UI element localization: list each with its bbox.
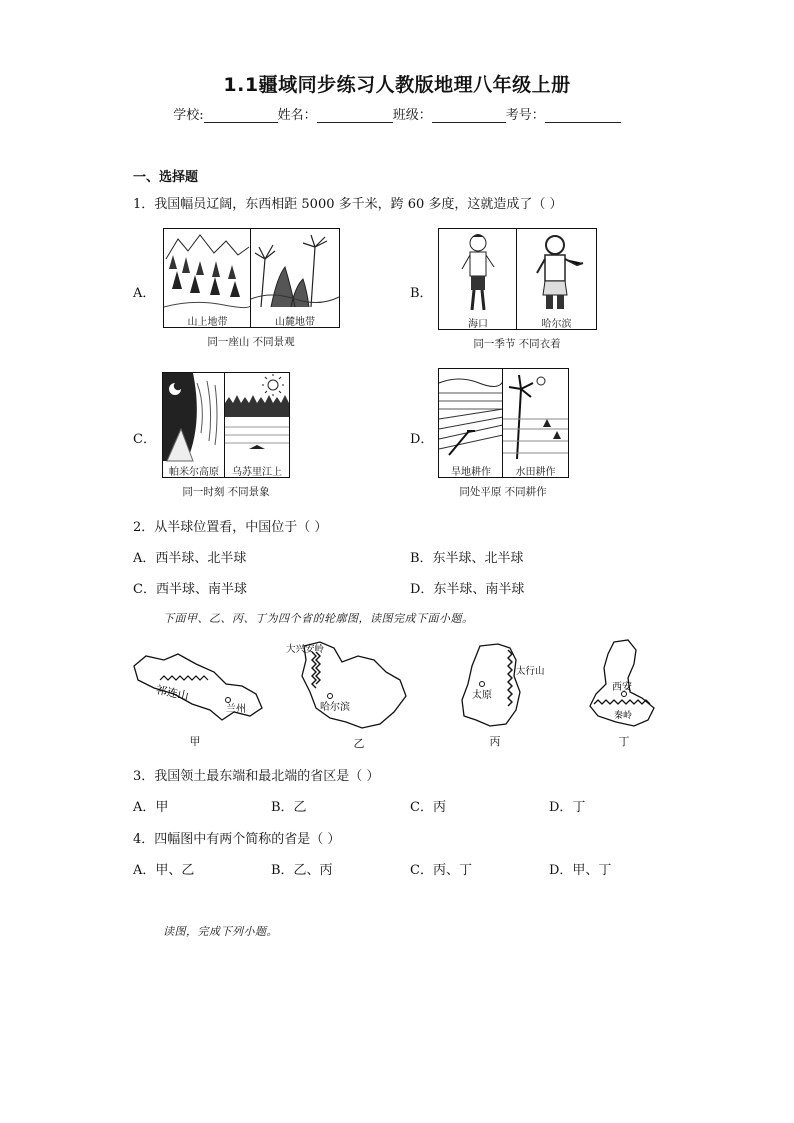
q4-option-b[interactable]: B．乙、丙 — [271, 863, 333, 878]
q2-option-a[interactable]: A．西半球、北半球 — [133, 551, 247, 566]
student-info-line — [0, 104, 794, 123]
map-ding-label: 丁 — [618, 735, 630, 748]
snowy-mountain-drawing — [164, 229, 251, 311]
school-label: 学校: — [173, 108, 204, 123]
q2-option-b[interactable]: B．东半球、北半球 — [410, 551, 524, 566]
shaanxi-outline-map — [584, 638, 660, 730]
paddy-farming-drawing — [503, 369, 568, 461]
q1-option-a-figure — [163, 228, 339, 328]
name-label: 姓名： — [277, 108, 317, 123]
harbin-label: 哈尔滨 — [541, 319, 572, 330]
haikou-label: 海口 — [468, 319, 488, 330]
pamir-label: 帕米尔高原 — [169, 467, 219, 478]
exam-no-label: 考号： — [505, 108, 545, 123]
tropical-forest-drawing — [251, 229, 339, 311]
exam-no-blank[interactable] — [545, 108, 621, 123]
q1-option-a-caption: 同一座山 不同景观 — [207, 336, 295, 348]
heilongjiang-outline-map — [282, 638, 410, 732]
map-bing — [454, 640, 545, 730]
qilian-mountain-text: 祁连山 — [154, 683, 190, 703]
class-blank[interactable] — [432, 108, 506, 123]
map-yi — [282, 638, 410, 732]
school-blank[interactable] — [204, 108, 278, 123]
xian-text: 西安 — [612, 682, 632, 693]
mountain-top-panel — [163, 228, 252, 328]
dryland-farming-drawing — [439, 369, 503, 461]
map-jia — [130, 640, 270, 730]
section-heading: 一、选择题 — [133, 170, 199, 185]
q1-option-d-figure — [438, 368, 568, 478]
q1-option-d-caption: 同处平原 不同耕作 — [459, 486, 547, 498]
gansu-outline-map — [130, 640, 270, 730]
night-plateau-drawing — [163, 373, 225, 461]
lanzhou-text: 兰州 — [226, 704, 246, 715]
q3-option-a[interactable]: A．甲 — [133, 800, 169, 815]
sunny-river-drawing — [225, 373, 289, 461]
map-ding — [584, 638, 660, 730]
q4-option-c[interactable]: C．丙、丁 — [410, 863, 472, 878]
mountain-foot-label: 山麓地带 — [275, 317, 315, 328]
q2-option-c[interactable]: C．西半球、南半球 — [133, 582, 247, 597]
qinling-text: 秦岭 — [614, 711, 633, 721]
map-bing-label: 丙 — [489, 735, 501, 748]
question-3: 3．我国领土最东端和最北端的省区是（ ） — [133, 769, 380, 784]
q1-option-c-caption: 同一时刻 不同景象 — [182, 486, 270, 498]
map-yi-label: 乙 — [353, 737, 365, 750]
daxinganling-text — [286, 643, 325, 655]
q2-option-d[interactable]: D．东半球、南半球 — [410, 582, 525, 597]
winter-clothes-person-drawing — [517, 229, 596, 313]
q3-option-b[interactable]: B．乙 — [271, 800, 307, 815]
dryland-panel — [438, 368, 504, 478]
q1-option-b-caption: 同一季节 不同衣着 — [473, 338, 561, 350]
q3-option-c[interactable]: C．丙 — [410, 800, 446, 815]
harbin-panel — [516, 228, 597, 330]
map-jia-label: 甲 — [189, 735, 201, 748]
summer-clothes-person-drawing — [439, 229, 517, 313]
q1-option-c-letter[interactable]: C． — [133, 432, 156, 447]
ussuri-panel — [224, 372, 290, 478]
mountain-top-label: 山上地带 — [187, 317, 228, 328]
question-1: 1．我国幅员辽阔，东西相距 5000 多千米，跨 60 多度，这就造成了（ ） — [133, 197, 563, 212]
taiyuan-text: 太原 — [472, 690, 492, 701]
next-group-intro: 读图，完成下列小题。 — [163, 925, 278, 938]
shanxi-outline-map — [454, 640, 545, 730]
q1-option-a-letter[interactable]: A． — [133, 286, 156, 301]
q1-option-c-figure — [162, 372, 290, 478]
q1-option-b-letter[interactable]: B． — [410, 286, 433, 301]
paddy-panel — [502, 368, 569, 478]
taihang-text: 太行山 — [516, 666, 545, 677]
paddy-label: 水田耕作 — [515, 467, 556, 478]
svg-text:大兴安岭: 大兴安岭 — [286, 644, 325, 655]
haikou-panel — [438, 228, 518, 330]
q4-option-d[interactable]: D．甲、丁 — [549, 863, 612, 878]
mountain-foot-panel — [250, 228, 340, 328]
harbin-map-text: 哈尔滨 — [320, 702, 350, 713]
dryland-label: 旱地耕作 — [451, 467, 491, 478]
q1-option-d-letter[interactable]: D． — [410, 432, 434, 447]
q4-option-a[interactable]: A．甲、乙 — [133, 863, 195, 878]
name-blank[interactable] — [317, 108, 393, 123]
q3-option-d[interactable]: D．丁 — [549, 800, 586, 815]
map-group-intro: 下面甲、乙、丙、丁为四个省的轮廓图，读图完成下面小题。 — [163, 612, 474, 625]
class-label: 班级： — [392, 108, 432, 123]
q1-option-b-figure — [438, 228, 596, 330]
ussuri-label: 乌苏里江上 — [232, 467, 282, 478]
page-title: 1.1疆域同步练习人教版地理八年级上册 — [223, 74, 571, 96]
question-2: 2．从半球位置看，中国位于（ ） — [133, 520, 328, 535]
question-4: 4．四幅图中有两个简称的省是（ ） — [133, 832, 341, 847]
pamir-panel — [162, 372, 226, 478]
